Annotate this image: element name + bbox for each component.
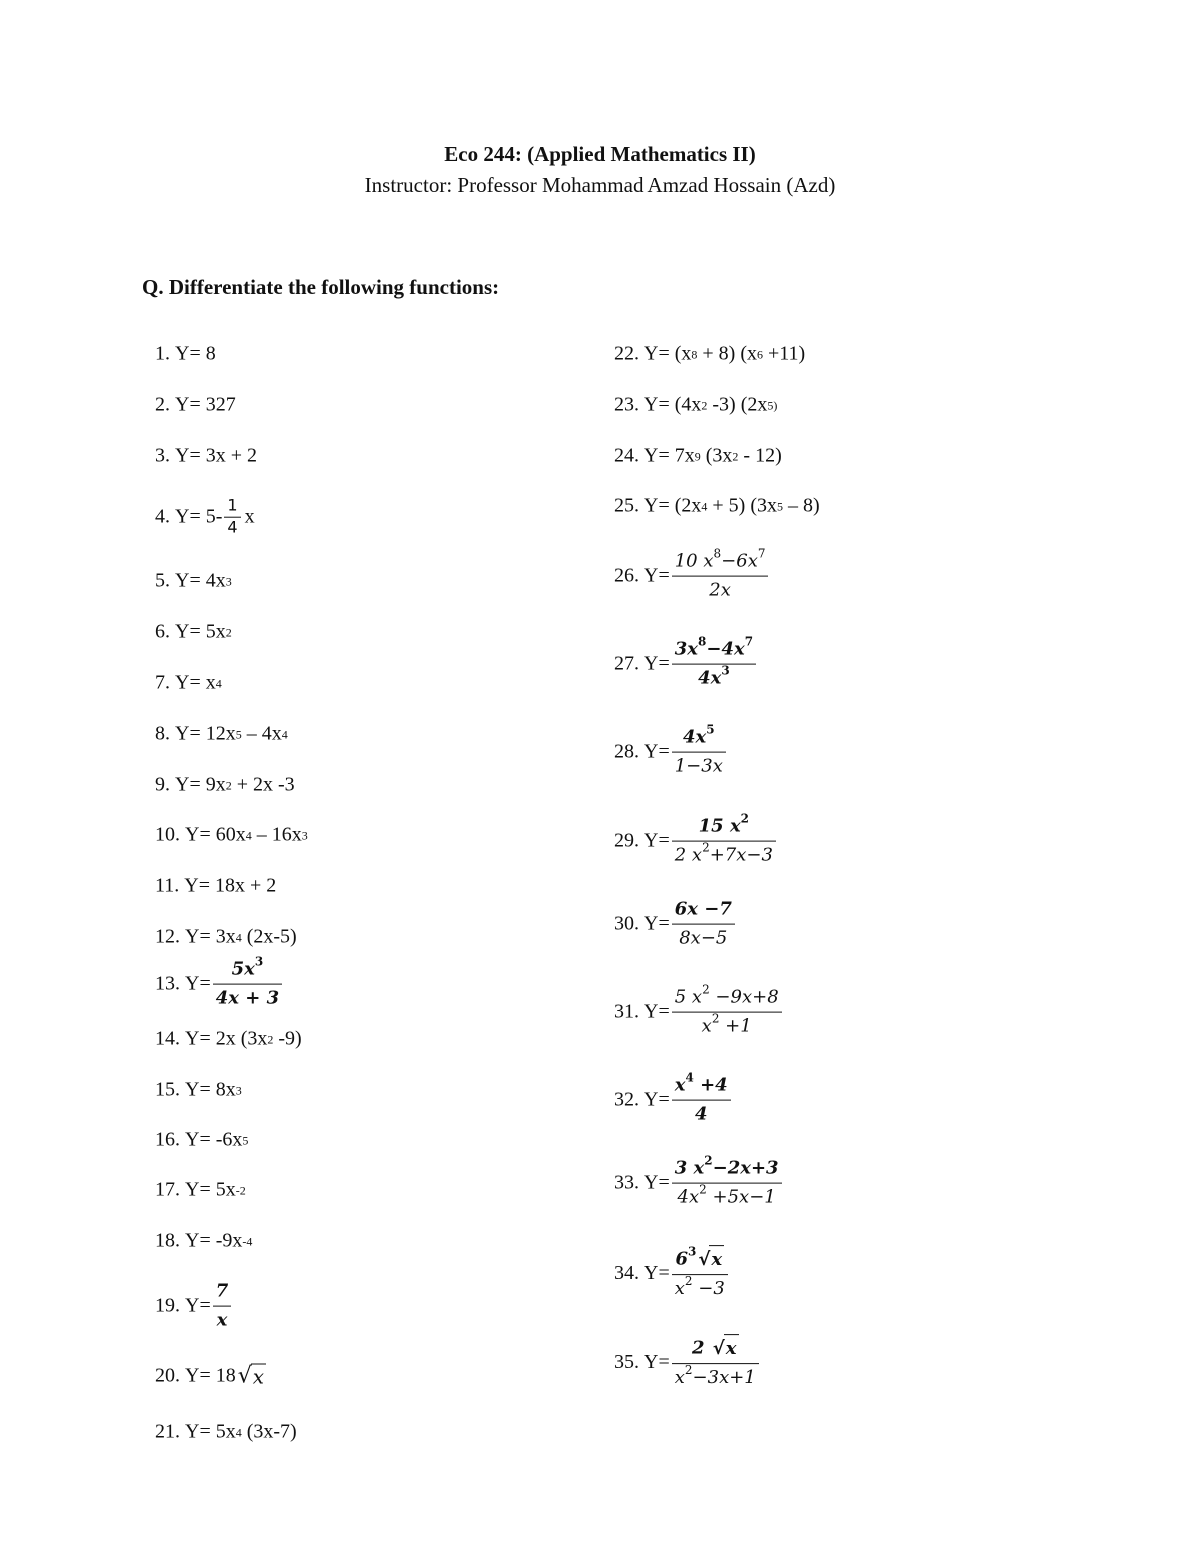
- problem-31: 31. Y= $\frac{5 x^2 -9x+8}{x^2 +1}$: [614, 984, 782, 1041]
- problem-6: 6. Y= 5x 2: [155, 620, 232, 643]
- course-title: Eco 244: (Applied Mathematics II): [444, 142, 756, 166]
- problem-24: 24. Y= 7x 9 (3x 2 - 12): [614, 444, 782, 467]
- problem-5: 5. Y= 4x 3: [155, 569, 232, 592]
- problem-16: 16. Y= -6x 5: [155, 1128, 249, 1151]
- problem-7: 7. Y= x 4: [155, 671, 222, 694]
- problem-14: 14. Y= 2x (3x 2 -9): [155, 1027, 302, 1050]
- problem-26: 26. Y= $\frac{10 x^8-6x^7}{2x}$: [614, 548, 768, 605]
- problem-34: 34. Y= $6^3$ √ x $x^2 -3$: [614, 1245, 728, 1303]
- problem-15: 15. Y= 8x 3: [155, 1078, 242, 1101]
- problem-33: 33. Y= $\frac{3 x^2-2x+3}{4x^2 +5x-1}$: [614, 1155, 782, 1212]
- fraction: $6^3$ √ x $x^2 -3$: [672, 1245, 728, 1303]
- problem-11: 11. Y= 18x + 2: [155, 874, 277, 897]
- problem-28: 28. Y= $\frac{4x^5}{1-3x}$: [614, 724, 726, 781]
- problem-8: 8. Y= 12x 5 – 4x 4: [155, 722, 288, 745]
- problem-22: 22. Y= (x 8 + 8) (x 6 +11): [614, 342, 806, 365]
- fraction: 2 √ x $x^2-3x+1$: [672, 1334, 759, 1392]
- problem-29: 29. Y= $\frac{15 x^2}{2 x^2+7x-3}$: [614, 813, 776, 870]
- instructor-line: Instructor: Professor Mohammad Amzad Hossain (Azd): [364, 173, 836, 197]
- problem-25: 25. Y= (2x 4 + 5) (3x 5 – 8): [614, 494, 820, 517]
- square-root: √ x: [237, 1363, 265, 1389]
- fraction: $\frac{7}{x}$: [213, 1278, 232, 1335]
- problem-23: 23. Y= (4x 2 -3) (2x 5): [614, 393, 778, 416]
- problem-20: 20. Y= 18 √ x: [155, 1363, 265, 1389]
- problem-32: 32. Y= $\frac{x^4 +4}{4}$: [614, 1072, 731, 1129]
- problem-3: 3. Y= 3x + 2: [155, 444, 258, 467]
- square-root: √ x: [713, 1334, 739, 1363]
- fraction: $\frac{10 x^8-6x^7}{2x}$: [672, 548, 769, 605]
- fraction: $\frac{6x -7}{8x-5}$: [672, 896, 735, 953]
- problem-13: 13. Y= $\frac{5x^3}{4x + 3}$: [155, 956, 282, 1013]
- problem-21: 21. Y= 5x 4 (3x-7): [155, 1420, 297, 1443]
- problem-10: 10. Y= 60x 4 – 16x 3: [155, 823, 308, 846]
- fraction: $\frac{1}{4}$: [224, 496, 240, 539]
- problem-12: 12. Y= 3x 4 (2x-5): [155, 925, 297, 948]
- fraction: $\frac{3x^8-4x^7}{4x^3}$: [672, 636, 756, 693]
- cube-root: √ x: [698, 1245, 724, 1274]
- problem-35: 35. Y= 2 √ x $x^2-3x+1$: [614, 1334, 759, 1392]
- problem-1: 1. Y= 8: [155, 342, 216, 365]
- problem-30: 30. Y= $\frac{6x -7}{8x-5}$: [614, 896, 735, 953]
- problem-17: 17. Y= 5x -2: [155, 1178, 246, 1201]
- problem-9: 9. Y= 9x 2 + 2x -3: [155, 773, 295, 796]
- fraction: $\frac{5x^3}{4x + 3}$: [213, 956, 282, 1013]
- problem-19: 19. Y= $\frac{7}{x}$: [155, 1278, 231, 1335]
- fraction: $\frac{3 x^2-2x+3}{4x^2 +5x-1}$: [672, 1155, 782, 1212]
- fraction: $\frac{x^4 +4}{4}$: [672, 1072, 731, 1129]
- problem-4: 4. Y= 5- $\frac{1}{4}$ x: [155, 495, 255, 537]
- problem-27: 27. Y= $\frac{3x^8-4x^7}{4x^3}$: [614, 636, 756, 693]
- problem-18: 18. Y= -9x -4: [155, 1229, 253, 1252]
- fraction: $\frac{15 x^2}{2 x^2+7x-3}$: [672, 813, 776, 870]
- problem-2: 2. Y= 327: [155, 393, 236, 416]
- fraction: $\frac{4x^5}{1-3x}$: [672, 724, 726, 781]
- fraction: $\frac{5 x^2 -9x+8}{x^2 +1}$: [672, 984, 782, 1041]
- question-heading: Q. Differentiate the following functions:: [142, 275, 500, 299]
